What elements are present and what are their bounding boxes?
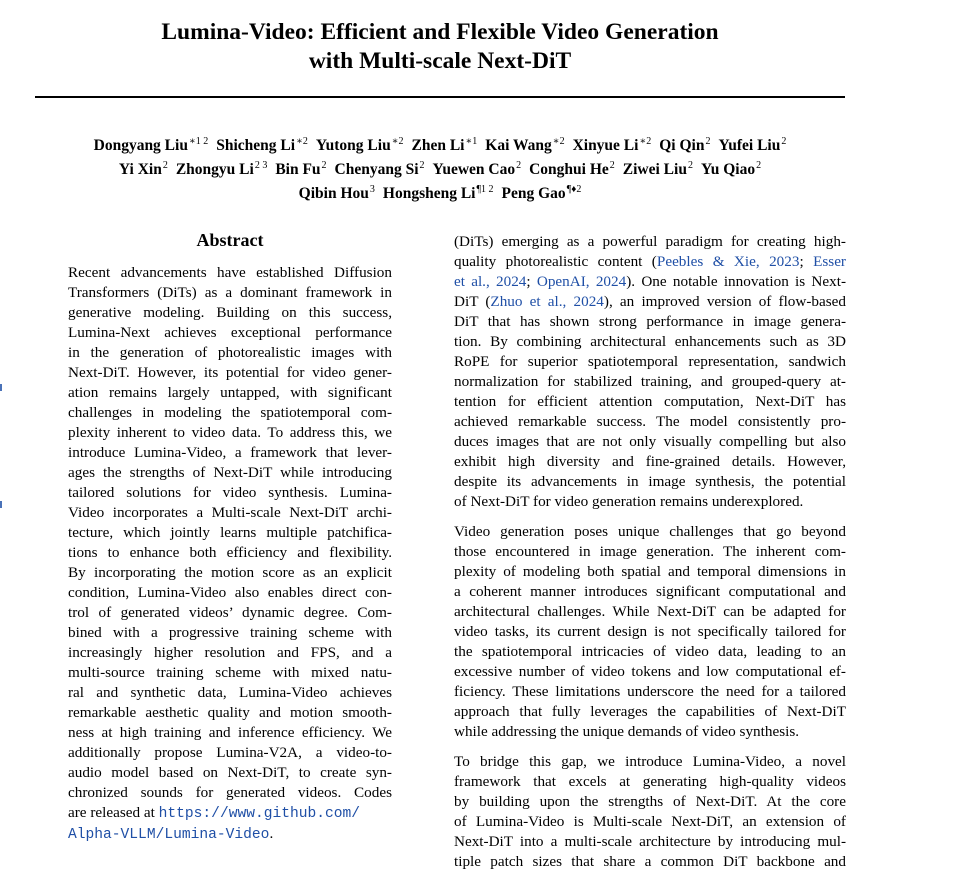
author-name: Yutong Liu$^{∗2}$	[315, 136, 404, 155]
affiliation-marker: ∗2	[639, 136, 652, 147]
title-rule	[35, 96, 845, 98]
affiliation-marker: 2 3	[254, 160, 268, 172]
abstract-line: condition, Lumina-Video also enables direct con-	[68, 584, 392, 601]
intro-paragraph	[454, 752, 846, 872]
abstract-line: additionally propose Lumina-V2A, a video-to-	[68, 744, 392, 761]
citation-link[interactable]: Peebles & Xie, 2023	[656, 253, 800, 270]
author-name: Xinyue $Li^{∗2}$	[572, 136, 652, 155]
intro-line: Video generation poses unique challenges that go beyond	[454, 523, 846, 540]
abstract-line: Transformers (DiTs) as a dominant framework in	[68, 284, 392, 301]
author-name: Ziwei Liu$^2$	[622, 160, 693, 179]
affiliation-marker: ∗1 2	[188, 136, 209, 147]
author-name: Conghui He$^2$	[529, 160, 615, 179]
affiliation-marker: 2	[609, 160, 615, 172]
affiliation-marker: ∗2	[552, 136, 565, 147]
abstract-line: challenges in modeling the spatiotemporal com-	[68, 404, 392, 421]
intro-line: those encountered in image generation. The inherent com-	[454, 543, 846, 560]
intro-line: of Lumina-Video is Multi-scale Next-DiT, an extension of	[454, 813, 846, 830]
intro-line: ficiency. These limitations underscore the need for a tailored	[454, 683, 846, 700]
abstract-line: plexity inherent to video data. To address this, we	[68, 424, 392, 441]
intro-line: To bridge this gap, we introduce Lumina-Video, a novel	[454, 753, 846, 770]
intro-line: DiT that has shown strong performance in image genera-	[454, 313, 846, 330]
introduction-body	[454, 232, 846, 882]
intro-paragraph	[454, 232, 846, 512]
abstract-body	[68, 263, 392, 845]
abstract-line: trol of generated videos’ dynamic degree. Com-	[68, 604, 392, 621]
author-name: Peng Gao$^{\P♦2}$	[501, 184, 582, 203]
author-line	[0, 156, 880, 180]
intro-line: the spatiotemporal intricacies of video data, leading to an	[454, 643, 846, 660]
affiliation-marker: ∗2	[296, 136, 308, 147]
affiliation-marker: 2	[321, 160, 327, 172]
author-name: Bin Fu$^2$	[275, 160, 327, 179]
affiliation-marker: ∗1	[465, 136, 478, 147]
abstract-line: ral and synthetic data, Lumina-Video achieves	[68, 684, 392, 701]
intro-line: architectural challenges. While Next-DiT can be adapted for	[454, 603, 846, 620]
author-name: Qibin Hou$^3$	[298, 184, 375, 203]
author-list	[0, 132, 880, 204]
author-name: Yu Qiao$^2$	[700, 160, 762, 179]
author-name: Yuewen Cao$^2$	[432, 160, 522, 179]
intro-line: RoPE for superior spatiotemporal representation, sandwich	[454, 353, 846, 370]
abstract-line: bined with a progressive training scheme with	[68, 624, 392, 641]
author-name: Chenyang Si$^2$	[334, 160, 425, 179]
abstract-line: Next-DiT. However, its potential for video gener-	[68, 364, 392, 381]
intro-line: while addressing the unique demands of video synthesis.	[454, 723, 800, 740]
abstract-heading: Abstract	[196, 230, 264, 250]
citation-link[interactable]: et al., 2024	[454, 273, 527, 290]
intro-line: normalization for stabilized training, and grouped-query at-	[454, 373, 846, 390]
intro-line: framework that excels at generating high-quality videos	[454, 773, 846, 790]
abstract-line: ness at high training and inference efficiency. We	[68, 724, 392, 741]
author-name: Shicheng $Li^{∗2}$	[216, 136, 308, 155]
abstract-line: increasingly higher resolution and FPS, and a	[68, 644, 392, 661]
author-name: Zhongyu $Li^{2 3}$	[175, 160, 268, 179]
title-line: with Multi-scale Next-DiT	[308, 48, 572, 74]
intro-line: achieved remarkable success. The model consistently pro-	[454, 413, 846, 430]
code-link[interactable]: https://www.github.com/	[158, 806, 361, 822]
intro-line: excessive number of video tokens and low computational ef-	[454, 663, 846, 680]
affiliation-marker: ¶♦2	[566, 184, 582, 196]
intro-line: et al., 2024; OpenAI, 2024). One notable innovation is Next-	[454, 273, 846, 290]
intro-line: a coherent manner introduces significant computational and	[454, 583, 846, 600]
author-name: Zhen $Li^{∗1}$	[411, 136, 478, 155]
intro-line: DiT (Zhuo et al., 2024), an improved version of flow-based	[454, 293, 847, 310]
abstract-line: ages the strengths of Next-DiT while introducing	[68, 464, 392, 481]
paper-title	[0, 18, 880, 76]
citation-link[interactable]: OpenAI, 2024	[536, 273, 627, 290]
abstract-line: remarkable aesthetic quality and motion smooth-	[68, 704, 392, 721]
abstract-line: Recent advancements have established Diffusion	[68, 264, 392, 281]
abstract-line: chronized sounds for generated videos. Codes	[68, 784, 392, 801]
intro-line: approach that fully leverages the capabilities of Next-DiT	[454, 703, 846, 720]
affiliation-marker: ¶1 2	[476, 184, 494, 196]
author-name: Hongsheng $Li^{\P 1 2}$	[382, 184, 494, 203]
intro-line: tion. By combining architectural enhancements such as 3D	[454, 333, 846, 350]
abstract-line: By incorporating the motion score as an explicit	[68, 564, 392, 581]
abstract-line: tailored solutions for video synthesis. Lumina-	[68, 484, 392, 501]
affiliation-marker: 2	[162, 160, 168, 172]
affiliation-marker: 2	[705, 136, 711, 147]
intro-line: duces images that are not only visually compelling but also	[454, 433, 846, 450]
author-name: Dongyang Liu$^{∗1 2}$	[93, 136, 209, 155]
intro-line: (DiTs) emerging as a powerful paradigm for creating high-	[454, 233, 846, 250]
intro-line: of Next-DiT for video generation remains underexplored.	[454, 493, 804, 510]
author-name: Yi Xin$^2$	[118, 160, 168, 179]
affiliation-marker: 2	[516, 160, 522, 172]
abstract-line: Alpha-VLLM/Lumina-Video.	[68, 825, 274, 843]
margin-change-mark	[0, 384, 2, 391]
abstract-line: introduce Lumina-Video, a framework that lever-	[68, 444, 392, 461]
abstract-line: ation remains largely untapped, with significant	[68, 384, 392, 401]
abstract-line: are released at https://www.github.com/	[68, 804, 361, 822]
abstract-line: generative modeling. Building on this success,	[68, 304, 392, 321]
abstract-line: audio model based on Next-DiT, to create syn-	[68, 764, 392, 781]
intro-line: exhibit high diversity and fine-grained details. However,	[454, 453, 846, 470]
margin-change-mark	[0, 501, 2, 508]
abstract-line: tions to enhance both efficiency and flexibility.	[68, 544, 392, 561]
abstract-line: Lumina-Next achieves exceptional performance	[68, 324, 392, 341]
affiliation-marker: 2	[781, 136, 787, 147]
affiliation-marker: ∗2	[391, 136, 404, 147]
intro-line: tention for efficient attention computation, Next-DiT has	[454, 393, 846, 410]
author-name: Yufei Liu$^2$	[718, 136, 787, 155]
author-name: Qi Qin$^2$	[659, 136, 711, 155]
intro-line: by building upon the strengths of Next-DiT. At the core	[454, 793, 846, 810]
intro-line: tiple patch sizes that share a common DiT backbone and	[454, 853, 846, 870]
author-name: Kai Wang$^{∗2}$	[485, 136, 565, 155]
intro-paragraph	[454, 522, 846, 742]
intro-line: video tasks, its current design is not specifically tailored for	[454, 623, 846, 640]
affiliation-marker: 2	[756, 160, 762, 172]
intro-line: plexity of modeling both spatial and temporal dimensions in	[454, 563, 846, 580]
author-line	[0, 132, 880, 156]
citation-link[interactable]: Zhuo et al., 2024	[490, 293, 604, 310]
abstract-line: in the generation of photorealistic images with	[68, 344, 392, 361]
intro-line: Next-DiT into a multi-scale architecture by introducing mul-	[454, 833, 846, 850]
citation-link[interactable]: Esser	[813, 253, 846, 270]
abstract-line: tecture, which jointly learns multiple patchifica-	[68, 524, 392, 541]
affiliation-marker: 3	[369, 184, 375, 196]
author-line	[0, 180, 880, 204]
abstract-line: Video incorporates a Multi-scale Next-DiT archi-	[68, 504, 392, 521]
abstract-line: multi-source training scheme with mixed natu-	[68, 664, 392, 681]
code-link[interactable]: Alpha-VLLM/Lumina-Video	[68, 827, 270, 843]
intro-line: quality photorealistic content (Peebles & Xie, 2023; Esser	[454, 253, 846, 270]
affiliation-marker: 2	[419, 160, 425, 172]
affiliation-marker: 2	[687, 160, 693, 172]
intro-line: despite its advancements in image synthesis, the potential	[454, 473, 846, 490]
title-line: Lumina-Video: Efficient and Flexible Video Generation	[161, 19, 719, 45]
